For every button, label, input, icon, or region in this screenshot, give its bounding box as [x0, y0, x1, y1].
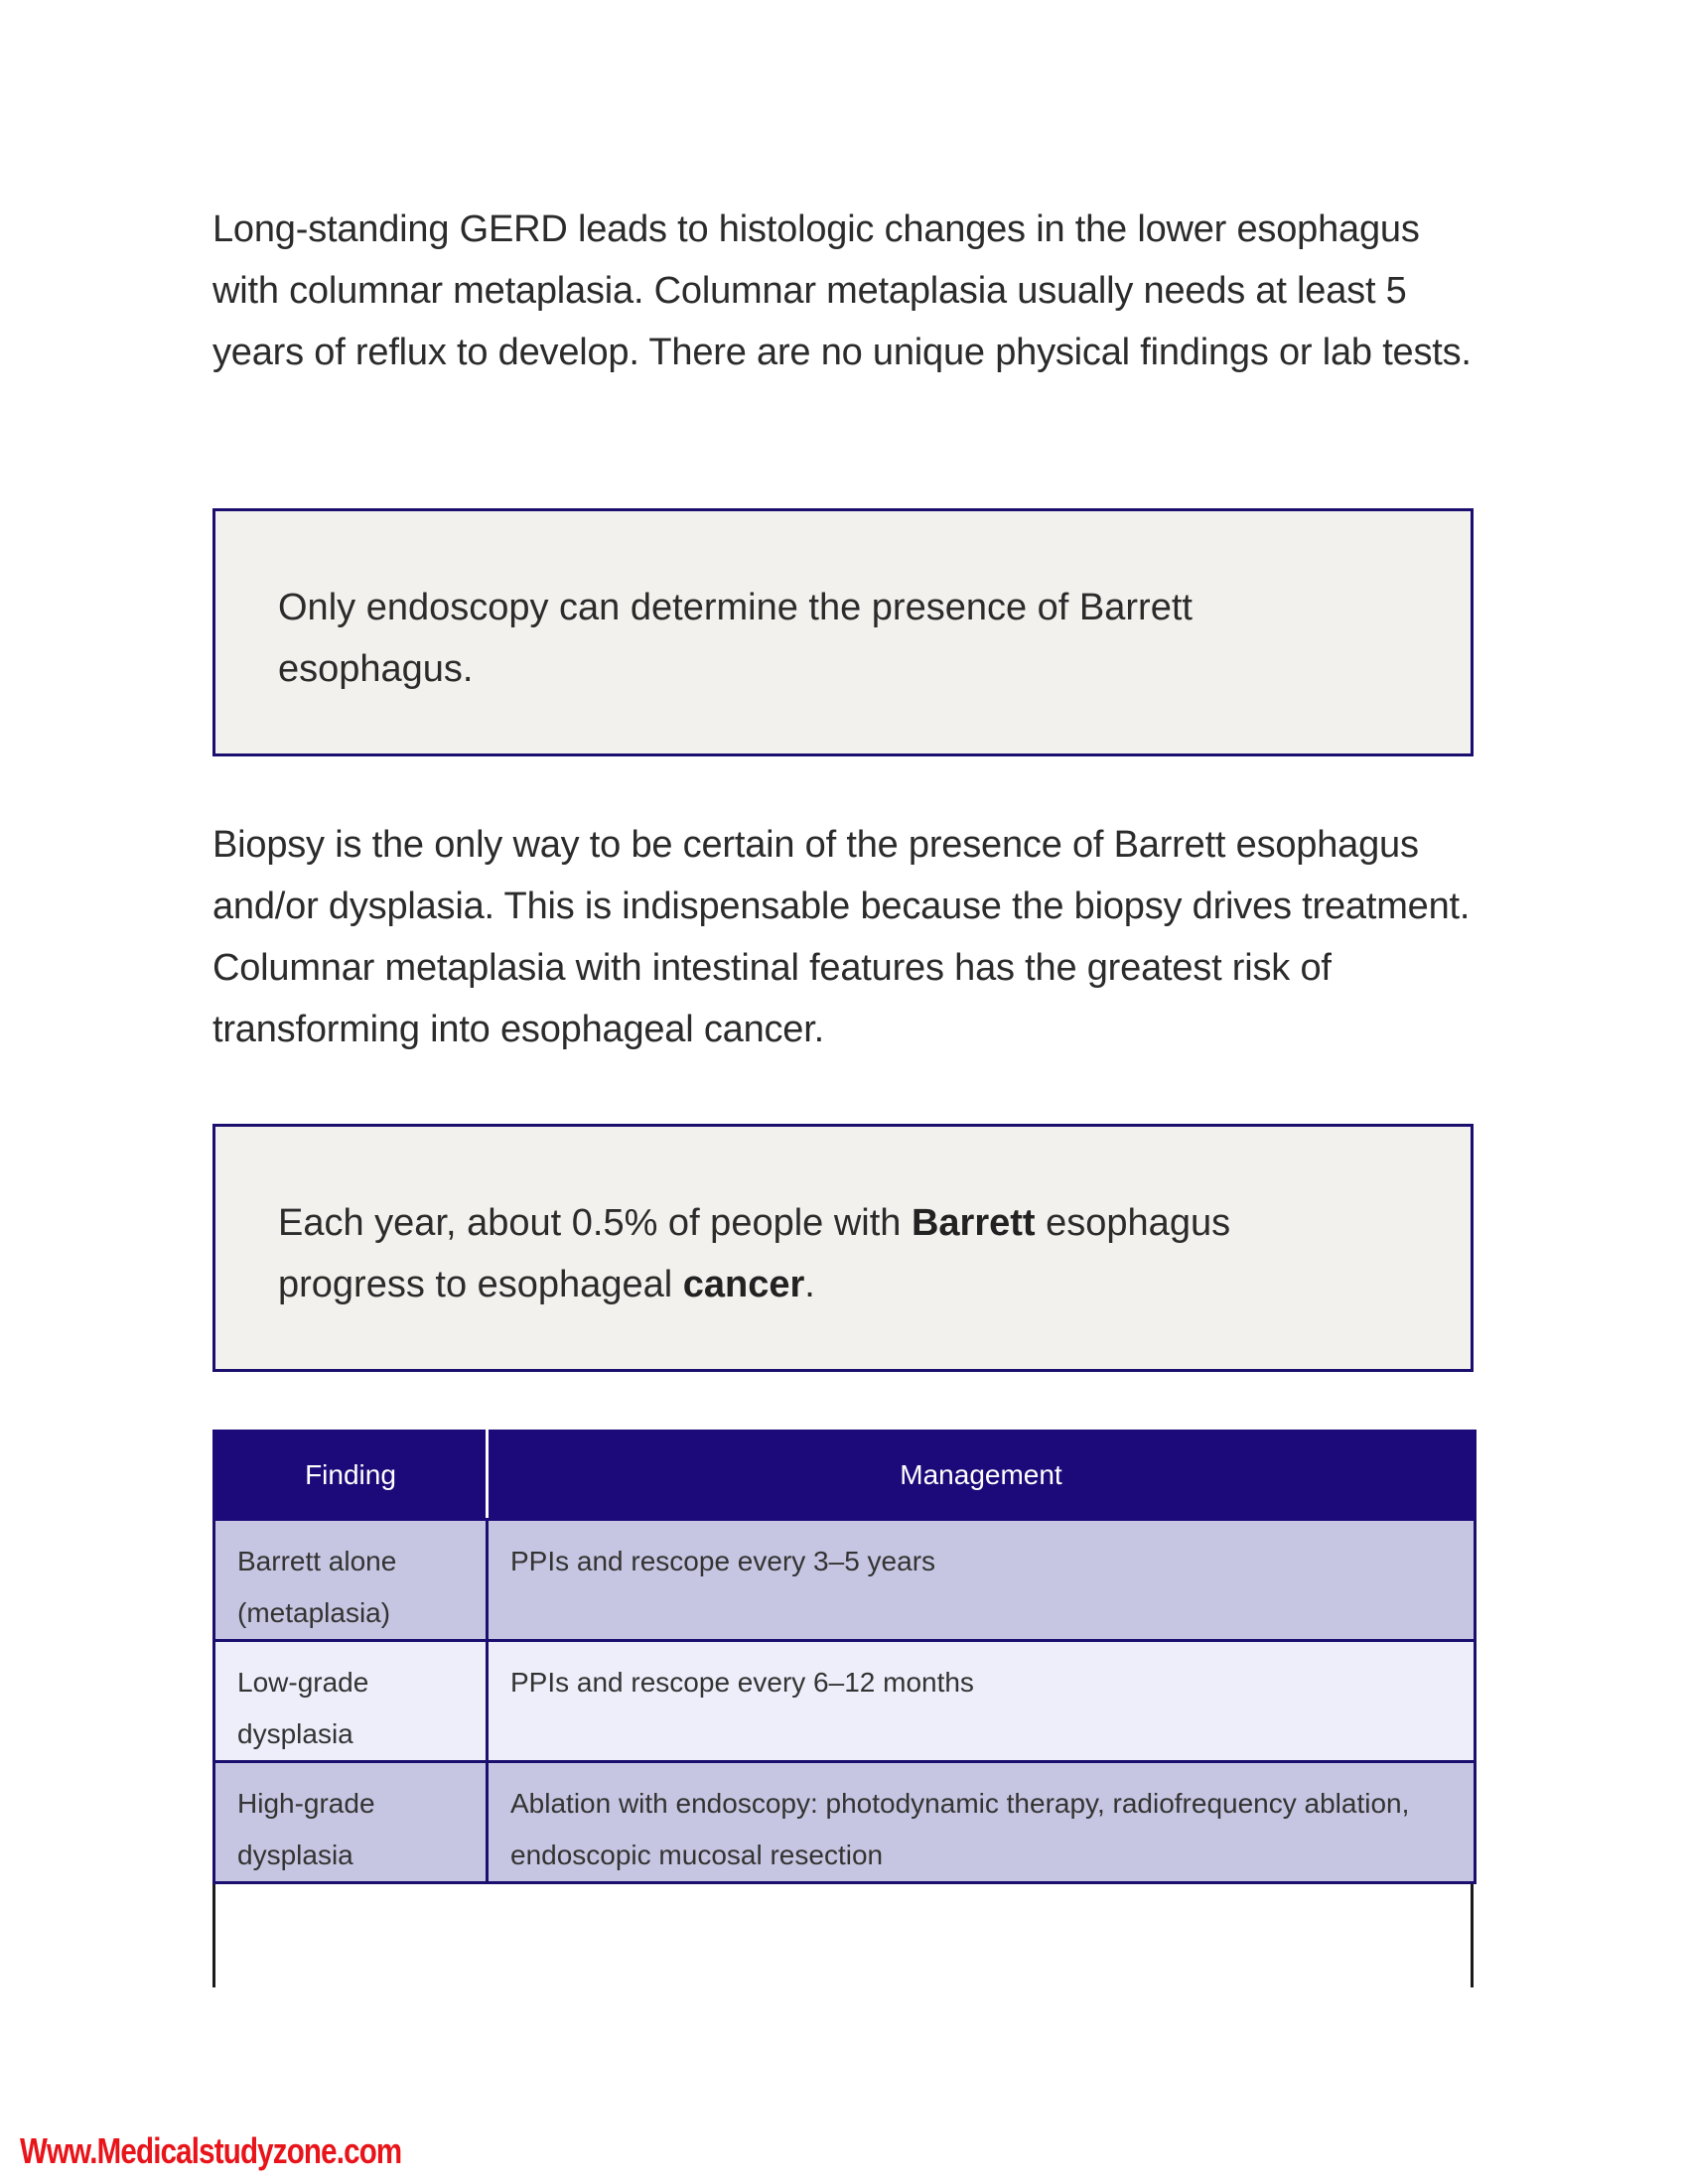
progression-callout — [212, 1124, 1474, 1372]
endoscopy-callout-text: Only endoscopy can determine the presence of Barrett esophagus. — [278, 587, 1193, 690]
management-table-container — [212, 1430, 1474, 1987]
intro-paragraph: Long-standing GERD leads to histologic changes in the lower esophagus with columnar metaplasia. Columnar metaplasia usually needs at least 5 years of reflux to develop. There are no unique physical findings or lab tests. — [212, 208, 1472, 373]
endoscopy-callout — [212, 508, 1474, 756]
progression-callout-text — [278, 1192, 1370, 1315]
finding-cell: Low-grade dysplasia — [214, 1641, 488, 1762]
progression-bold-cancer: cancer — [682, 1264, 805, 1305]
management-cell: Ablation with endoscopy: photodynamic therapy, radiofrequency ablation, endoscopic mucosal resection — [488, 1762, 1476, 1883]
management-cell: PPIs and rescope every 6–12 months — [488, 1641, 1476, 1762]
finding-cell: Barrett alone (metaplasia) — [214, 1520, 488, 1641]
finding-cell: High-grade dysplasia — [214, 1762, 488, 1883]
progression-text-part1: Each year, about 0.5% of people with — [278, 1202, 912, 1244]
biopsy-paragraph: Biopsy is the only way to be certain of the presence of Barrett esophagus and/or dysplasia. This is indispensable because the biopsy drives treatment. Columnar metaplasia with intestinal features has the greatest risk of transforming into esophageal cancer. — [212, 824, 1471, 1050]
header-finding: Finding — [214, 1432, 488, 1520]
header-management: Management — [488, 1432, 1476, 1520]
table-row — [214, 1641, 1476, 1762]
table-row — [214, 1520, 1476, 1641]
management-table — [212, 1430, 1477, 1884]
watermark-link[interactable]: Www.Medicalstudyzone.com — [20, 2130, 402, 2171]
management-cell: PPIs and rescope every 3–5 years — [488, 1520, 1476, 1641]
table-row — [214, 1762, 1476, 1883]
table-header-row — [214, 1432, 1476, 1520]
progression-bold-barrett: Barrett — [911, 1202, 1036, 1244]
progression-text-part3: . — [804, 1264, 815, 1305]
progression-text-part2: esophagus progress to esophageal — [278, 1202, 1231, 1305]
